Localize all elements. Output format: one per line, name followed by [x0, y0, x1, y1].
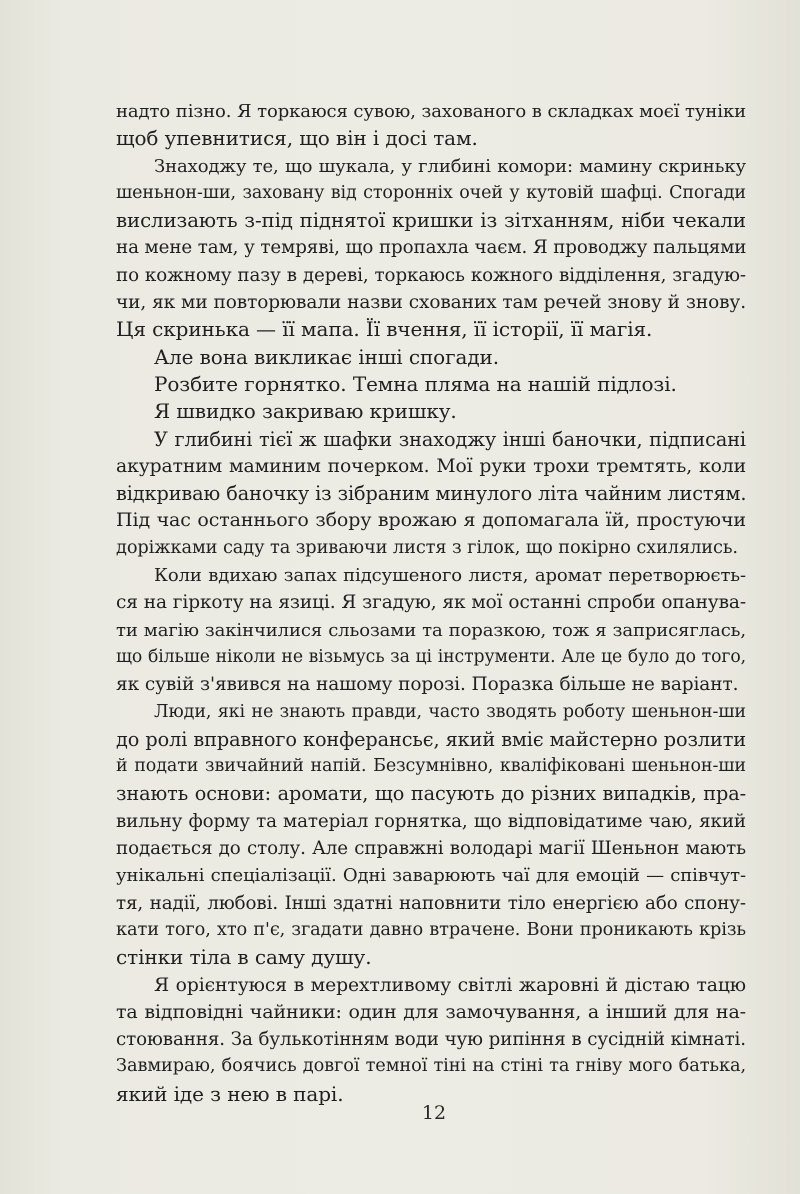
text-line: Коли вдихаю запах підсушеного листя, аромат перетворюєть- [154, 565, 746, 587]
text-line: подається до столу. Але справжні володарі магії Шеньнон мають [116, 838, 746, 860]
text-line: знають основи: аромати, що пасують до різних випадків, пра- [116, 782, 746, 806]
text-line: вислизають з-під піднятої кришки із зітханням, ніби чекали [116, 209, 746, 233]
text-line: доріжками саду та зриваючи листя з гілок, що покірно схилялись. [116, 537, 738, 558]
text-line: У глибині тієї ж шафки знаходжу інші баночки, підписані [154, 427, 746, 451]
text-line: щоб упевнитися, що він і досі там. [116, 126, 478, 151]
body-text [116, 98, 746, 1108]
text-line: Я орієнтуюся в мерехтливому світлі жаровні й дістаю тацю [154, 974, 746, 996]
text-line: Ця скринька — її мапа. Її вчення, її історії, її магія. [116, 317, 653, 342]
text-line: ся на гіркоту на язиці. Я згадую, як мої останні спроби опанува- [116, 592, 746, 614]
text-line: тя, надії, любові. Інші здатні наповнити тіло енергією або спону- [116, 892, 746, 914]
text-line: який іде з нею в парі. [116, 1081, 344, 1106]
text-line: Я швидко закриваю кришку. [154, 399, 457, 424]
text-line: стінки тіла в саму душу. [116, 945, 372, 970]
text-line: по кожному пазу в дереві, торкаюсь кожного відділення, згадую- [116, 264, 746, 286]
text-line: шеньнон-ши, заховану від сторонніх очей у кутовій шафці. Спогади [116, 182, 746, 203]
page-number: 12 [421, 1102, 447, 1124]
text-line: Знаходжу те, що шукала, у глибині комори: мамину скриньку [154, 155, 746, 177]
text-line: на мене там, у темряві, що пропахла чаєм. Я проводжу пальцями [116, 237, 747, 259]
text-line: Люди, які не знають правди, часто зводять роботу шеньнон-ши [154, 701, 746, 722]
text-line: що більше ніколи не візьмусь за ці інструменти. Але це було до того, [116, 646, 746, 667]
text-line: унікальні спеціалізації. Одні заварюють чаї для емоцій — співчут- [116, 865, 746, 887]
text-line: як сувій з'явився на нашому порозі. Поразка більше не варіант. [116, 674, 739, 696]
text-line: Розбите горнятко. Темна пляма на нашій підлозі. [154, 371, 677, 396]
text-line: до ролі вправного конферансьє, який вміє майстерно розлити [116, 727, 746, 751]
text-line: Завмираю, боячись довгої темної тіні на стіні та гніву мого батька, [116, 1056, 746, 1077]
text-line: стоювання. За булькотінням води чую рипіння в сусідній кімнаті. [116, 1029, 746, 1051]
text-line: надто пізно. Я торкаюся сувою, захованого в складках моєї туніки [116, 101, 746, 122]
text-line: й подати звичайний напій. Безсумнівно, кваліфіковані шеньнон-ши [116, 756, 746, 777]
text-line: Але вона викликає інші спогади. [154, 344, 500, 369]
text-line: Під час останнього збору врожаю я допомагала їй, простуючи [116, 509, 746, 532]
text-line: та відповідні чайники: один для замочування, а інший для на- [116, 1000, 746, 1023]
text-line: чи, як ми повторювали назви схованих там речей знову й знову. [116, 292, 746, 314]
text-line: вильну форму та матеріал горнятка, що відповідатиме чаю, який [116, 810, 746, 832]
text-line: кати того, хто п'є, згадати давно втрачене. Вони проникають крізь [116, 919, 746, 940]
text-line: відкриваю баночку із зібраним минулого літа чайним листям. [116, 482, 747, 506]
text-line: акуратним маминим почерком. Мої руки трохи тремтять, коли [116, 455, 746, 477]
text-line: ти магію закінчилися сльозами та поразкою, тож я заприсяглась, [116, 619, 746, 641]
